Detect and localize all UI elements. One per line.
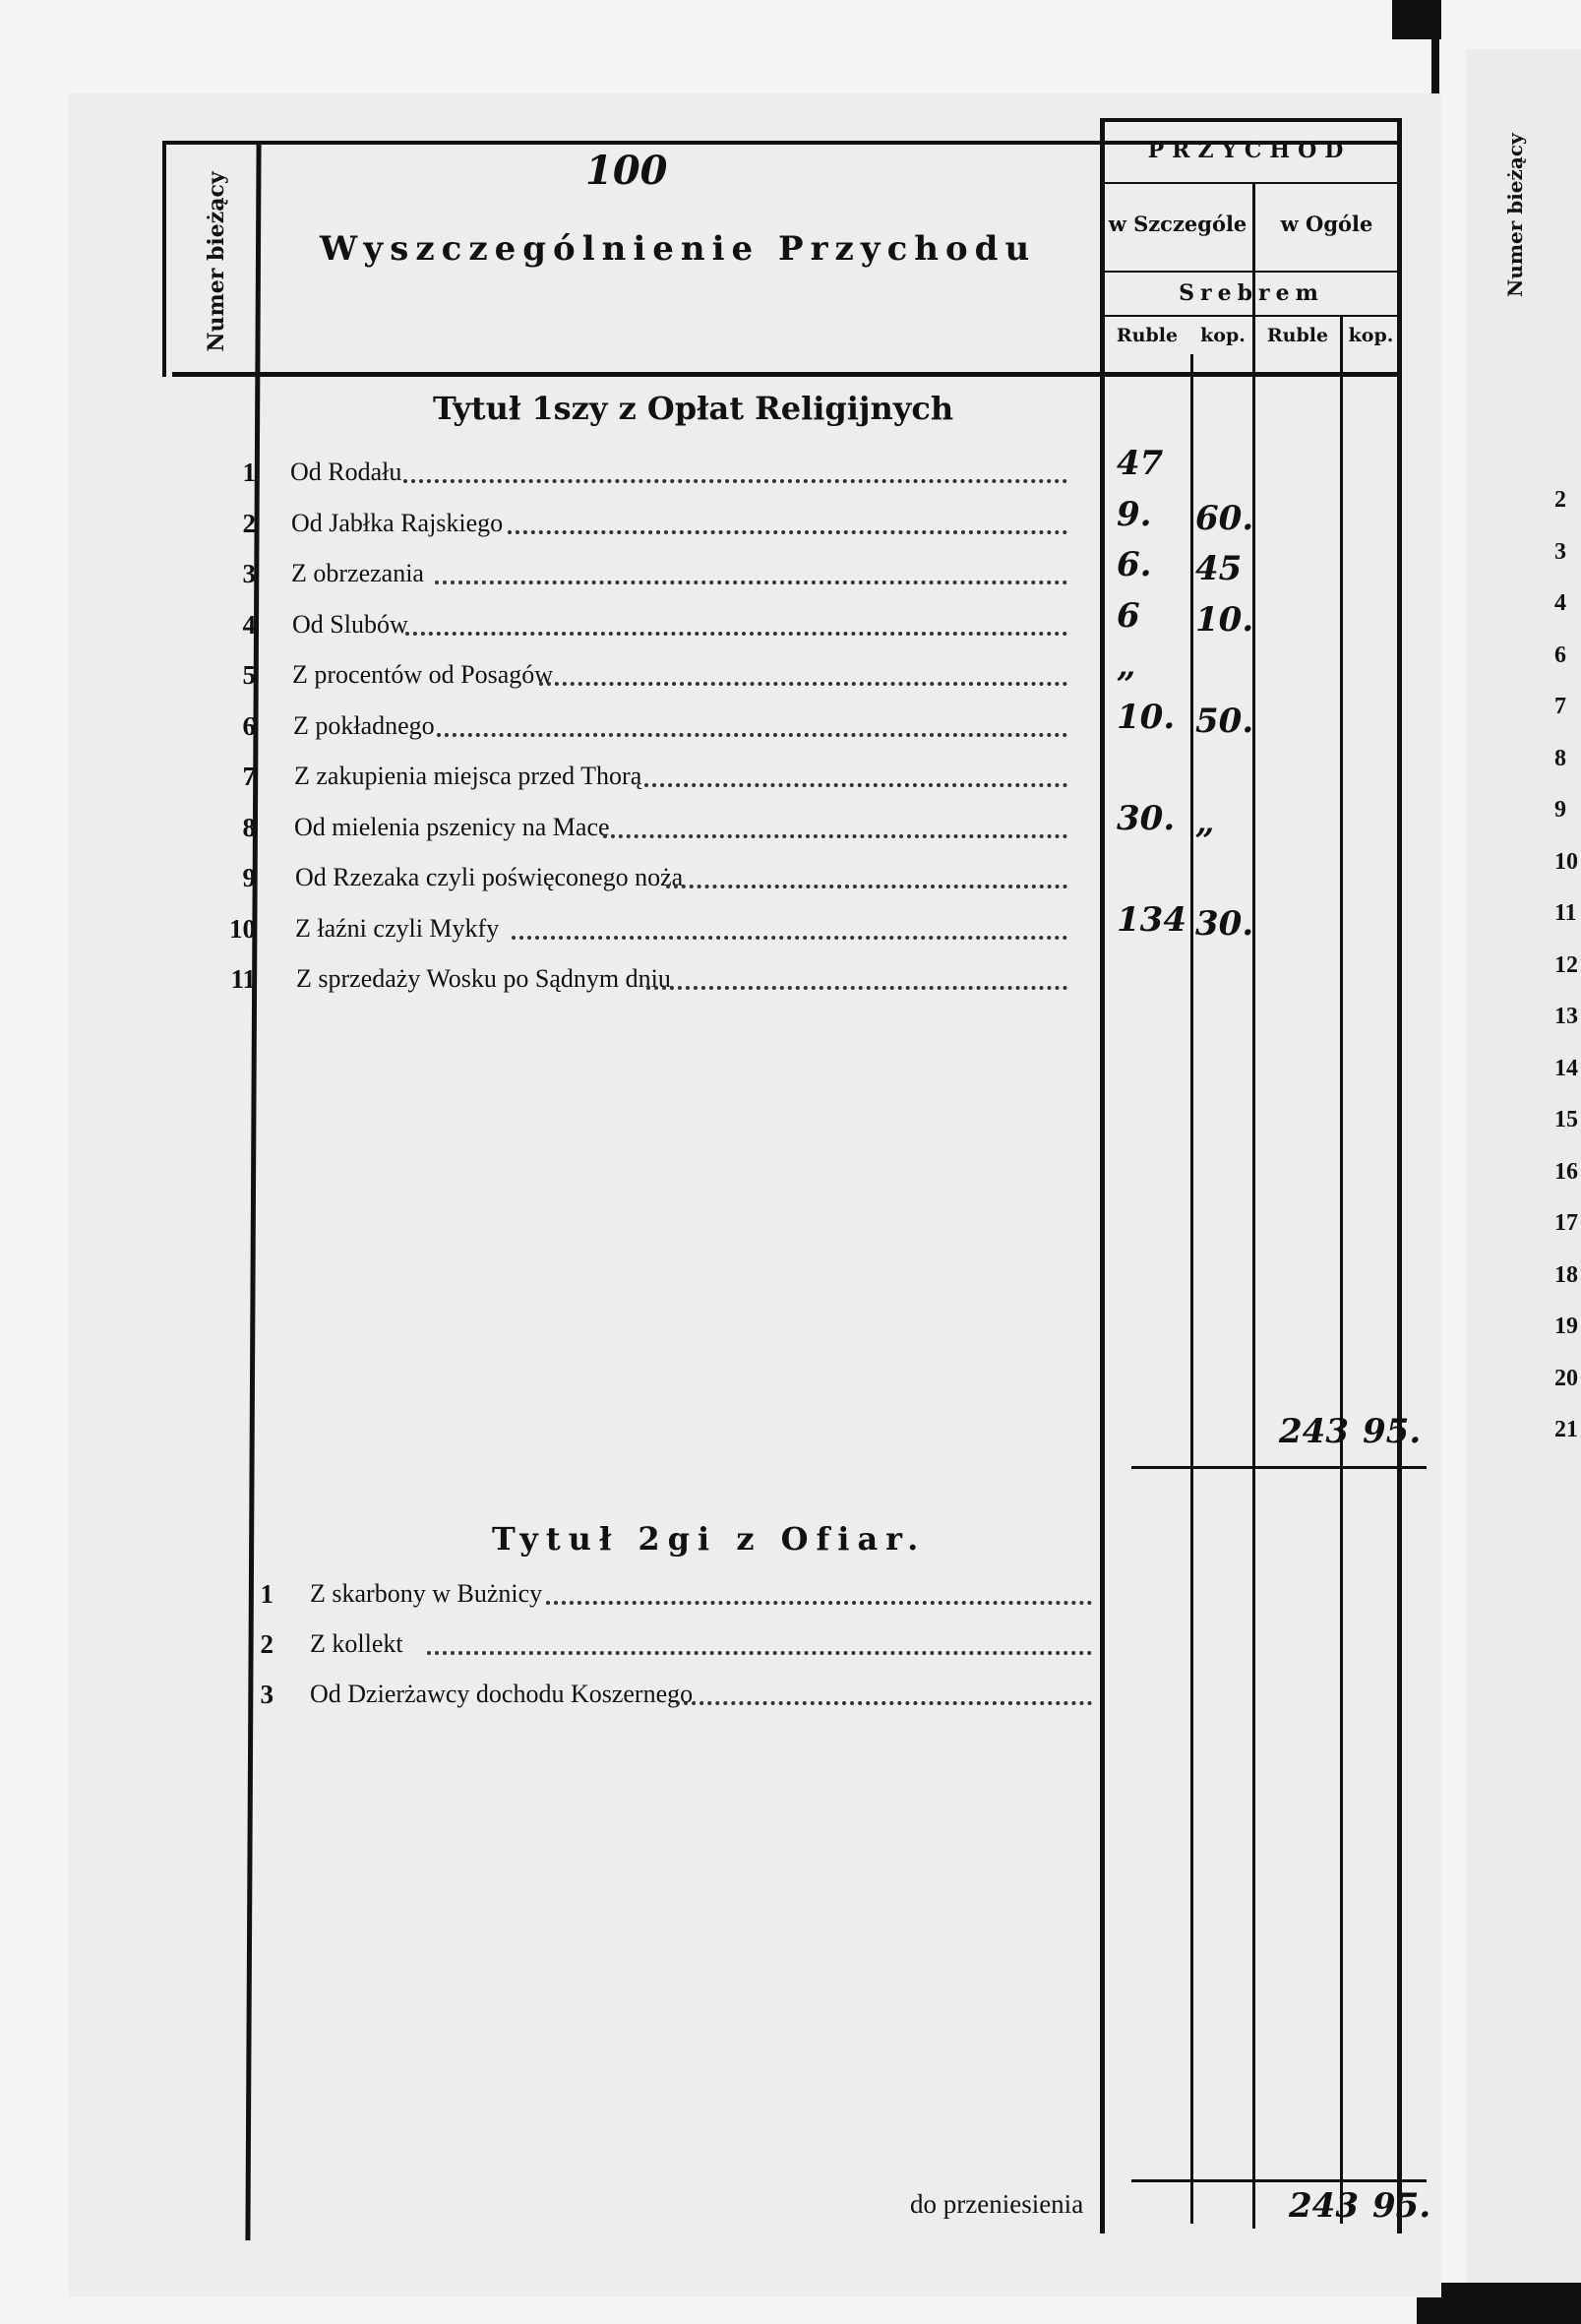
row-label: Z łaźni czyli Mykfy — [295, 914, 500, 943]
carry-forward-kop: 95. — [1372, 2186, 1431, 2226]
amount-kop: 60. — [1195, 499, 1254, 538]
adjacent-row-number: 3 — [1554, 538, 1566, 565]
adjacent-row-number: 13 — [1554, 1004, 1578, 1029]
row-label: Od mielenia pszenicy na Mace — [294, 813, 610, 841]
adjacent-row-number: 8 — [1554, 745, 1566, 771]
subtotal-line — [1131, 1466, 1427, 1469]
row-number: 6 — [242, 711, 256, 741]
amount-kop: „ — [1195, 803, 1215, 842]
adjacent-number-header: Numer bieżący — [1503, 133, 1527, 297]
sub-header-line — [1100, 271, 1400, 273]
page-title: Wyszczególnienie Przychodu — [320, 229, 1037, 269]
row-label: Od Slubów — [292, 610, 408, 639]
leader-dots — [646, 982, 1067, 990]
section-1-total-kop: 95. — [1363, 1412, 1422, 1451]
amount-rubles: 47 — [1117, 444, 1164, 483]
row-number: 2 — [242, 509, 256, 538]
row-number: 7 — [242, 762, 256, 791]
adjacent-row-number: 2 — [1554, 487, 1566, 513]
rubles-total-header: Ruble — [1266, 325, 1329, 346]
amount-kop: 10. — [1195, 600, 1254, 640]
adjacent-row-number: 12 — [1554, 951, 1578, 978]
row-label: Od Jabłka Rajskiego — [291, 509, 504, 537]
row-label: Z skarbony w Bużnicy — [310, 1579, 543, 1608]
row-label: Z procentów od Posagów — [292, 660, 554, 689]
leader-dots — [405, 628, 1068, 636]
leader-dots — [546, 1597, 1092, 1605]
row-number: 9 — [242, 863, 256, 892]
leader-dots — [435, 577, 1067, 584]
leader-dots — [512, 932, 1068, 940]
header-bottom — [172, 372, 1402, 377]
row-number: 11 — [230, 964, 256, 994]
row-number: 8 — [242, 813, 256, 842]
amount-kop: 45 — [1195, 549, 1243, 588]
kop-total-header: kop. — [1348, 325, 1394, 346]
page-annotation: 100 — [585, 148, 668, 194]
income-header: PRZYCHOD — [1147, 138, 1352, 163]
section-1-title: Tytuł 1szy z Opłat Religijnych — [433, 390, 954, 427]
row-label: Od Rodału — [290, 458, 402, 486]
row-number: 3 — [260, 1680, 274, 1709]
leader-dots — [427, 1647, 1092, 1655]
amount-rubles: 6. — [1117, 545, 1152, 584]
amount-rubles: 30. — [1117, 799, 1176, 838]
row-label: Od Rzezaka czyli poświęconego noża — [295, 863, 684, 891]
kop-header: kop. — [1200, 325, 1246, 346]
row-number: 10 — [229, 914, 256, 944]
total-col-line — [1252, 182, 1255, 2229]
row-label: Z sprzedaży Wosku po Sądnym dniu — [296, 964, 671, 993]
carry-forward-label: do przeniesienia — [910, 2189, 1084, 2219]
row-label: Z pokładnego — [293, 711, 435, 740]
adjacent-row-number: 6 — [1554, 642, 1566, 668]
silver-header: Srebrem — [1179, 280, 1324, 306]
leader-dots — [666, 881, 1067, 888]
kop2-col-line — [1340, 315, 1343, 2224]
amount-rubles: 6 — [1117, 596, 1140, 636]
row-number: 5 — [242, 660, 256, 690]
adjacent-row-number: 10 — [1554, 848, 1578, 875]
adjacent-row-number: 19 — [1554, 1314, 1578, 1339]
leader-dots — [437, 729, 1067, 737]
amount-kop: 30. — [1195, 904, 1254, 944]
section-2-title: Tytuł 2gi z Ofiar. — [492, 1520, 927, 1558]
adjacent-page — [1466, 49, 1581, 2324]
money-col-line — [1100, 118, 1105, 2233]
adjacent-row-number: 20 — [1554, 1365, 1578, 1391]
row-label: Z obrzezania — [291, 559, 424, 587]
leader-dots — [644, 779, 1067, 787]
leader-dots — [508, 526, 1068, 534]
adjacent-row-number: 7 — [1554, 694, 1566, 719]
section-1-total-rubles: 243 — [1279, 1412, 1349, 1451]
amount-rubles: 9. — [1117, 495, 1152, 534]
adjacent-row-number: 14 — [1554, 1055, 1578, 1081]
total-header: w Ogóle — [1280, 212, 1373, 236]
number-column-header: Numer bieżący — [204, 171, 229, 352]
adjacent-row-number: 15 — [1554, 1107, 1578, 1132]
row-number: 1 — [242, 458, 256, 487]
adjacent-row-number: 17 — [1554, 1210, 1578, 1236]
adjacent-row-number: 18 — [1554, 1261, 1578, 1288]
sub-header-line — [1100, 182, 1400, 184]
binding-mark — [1417, 2283, 1581, 2324]
amount-rubles: „ — [1117, 646, 1136, 686]
leader-dots — [676, 1697, 1092, 1705]
frame-right — [1397, 118, 1402, 2233]
leader-dots — [603, 830, 1067, 838]
row-number: 4 — [242, 610, 256, 640]
binding-mark — [1392, 0, 1441, 39]
adjacent-row-number: 11 — [1554, 900, 1577, 926]
row-label: Z kollekt — [310, 1629, 403, 1658]
rubles-header: Ruble — [1116, 325, 1179, 346]
adjacent-row-number: 4 — [1554, 590, 1566, 616]
amount-rubles: 134 — [1117, 900, 1186, 940]
adjacent-row-number: 16 — [1554, 1158, 1578, 1185]
adjacent-row-number: 21 — [1554, 1417, 1578, 1442]
leader-dots — [539, 678, 1067, 686]
row-number: 1 — [260, 1579, 274, 1609]
income-top — [1100, 118, 1400, 122]
row-label: Od Dzierżawcy dochodu Koszernego — [310, 1680, 694, 1708]
frame-left — [162, 141, 166, 377]
footer-line — [1131, 2179, 1427, 2182]
kop1-col-line — [1190, 354, 1193, 2224]
adjacent-row-number: 9 — [1554, 797, 1566, 823]
amount-rubles: 10. — [1117, 698, 1176, 737]
row-label: Z zakupienia miejsca przed Thorą — [294, 762, 642, 790]
detail-header: w Szczególe — [1108, 212, 1247, 236]
sub-header-line — [1100, 315, 1400, 317]
leader-dots — [403, 475, 1068, 483]
carry-forward-rubles: 243 — [1289, 2186, 1359, 2226]
amount-kop: 50. — [1195, 702, 1254, 741]
row-number: 3 — [242, 559, 256, 588]
row-number: 2 — [260, 1629, 274, 1659]
